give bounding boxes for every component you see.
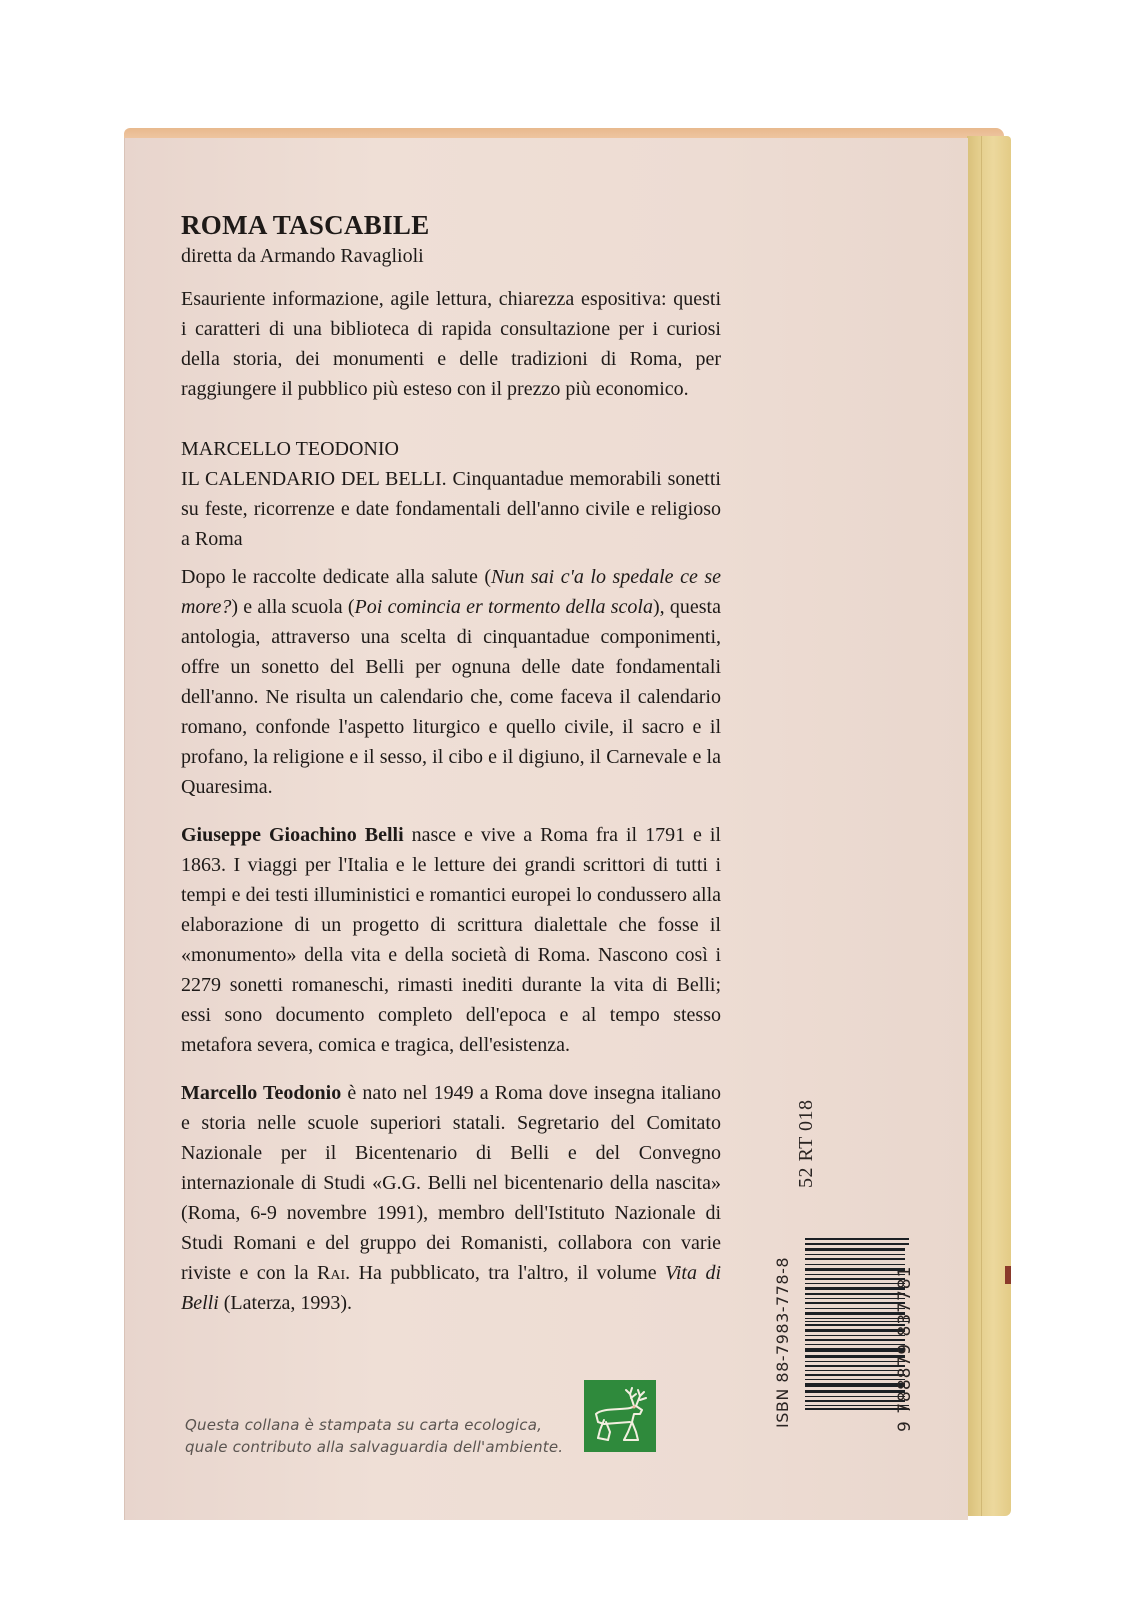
book-author: MARCELLO TEODONIO [181,438,399,460]
series-editor: diretta da Armando Ravaglioli [181,245,424,267]
eco-paper-note [185,1414,563,1458]
spine-fold-line [981,136,982,1516]
book-back-cover [124,128,1012,1520]
rai-smallcaps: Rai [317,1262,346,1284]
author-biography [181,1078,721,1318]
eco-note-line: Questa collana è stampata su carta ecologica, [185,1416,543,1434]
author-book-italic: Vita di Belli [181,1262,722,1314]
blurb-text: ), questa antologia, attraverso una scelta di cinquantadue componimenti, offre un sonetto del Belli per ognuna delle date fondamentali dell'anno. Ne risulta un calendario che, come faceva il calendario romano, confonde l'aspetto liturgico e quello civile, il sacro e il profano, la religione e il sesso, il cibo e il digiuno, il Carnevale e la Quaresima. [181,596,721,798]
series-description: Esauriente informazione, agile lettura, chiarezza espositiva: questi i caratteri di una biblioteca di rapida consultazione per i curiosi della storia, dei monumenti e delle tradizioni di Roma, per raggiungere il pubblico più esteso con il prezzo più economico. [181,288,721,400]
book-blurb [181,562,721,802]
series-code: 52 RT 018 [795,1099,817,1188]
blurb-title-italic: Poi comincia er tormento della scola [354,596,653,618]
barcode-digits: 9 788879 837781 [895,1265,915,1432]
cover-text [181,208,721,1318]
belli-bio-text: nasce e vive a Roma fra il 1791 e il 1863. I viaggi per l'Italia e le letture dei grandi scrittori di tutti i tempi e dei testi illuministici e romantici europei lo condussero alla elaborazione di un progetto di scrittura dialettale che fosse il «monumento» della vita e della società di Roma. Nascono così i 2279 sonetti romaneschi, rimasti inediti durante la vita di Belli; essi sono documento completo dell'epoca e al tempo stesso metafora severa, comica e tragica, dell'esistenza. [181,824,721,1056]
author-bio-text: (Laterza, 1993). [218,1292,353,1314]
spine-print-mark [1005,1266,1011,1284]
cover-panel [124,138,968,1520]
blurb-title-italic: Nun sai c'a lo spedale ce se more? [181,566,721,618]
belli-name: Giuseppe Gioachino Belli [181,824,404,846]
book-spine [967,136,1011,1516]
author-bio-text: è nato nel 1949 a Roma dove insegna italiano e storia nelle scuole superiori statali. Segretario del Comitato Nazionale per il Bicentenario di Belli e del Convegno internazionale di Studi «G.G. Belli nel bicentenario della nascita» (Roma, 6-9 novembre 1991), membro dell'Istituto Nazionale di Studi Romani e del gruppo dei Romanisti, collabora con varie riviste e con la [181,1082,721,1284]
book-title-block [181,464,721,554]
belli-biography [181,820,721,1060]
eco-note-line: quale contributo alla salvaguardia dell'ambiente. [185,1438,564,1456]
series-title: ROMA TASCABILE [181,210,430,240]
author-bio-text: . Ha pubblicato, tra l'altro, il volume [345,1262,666,1284]
author-name: Marcello Teodonio [181,1082,342,1104]
eco-logo [584,1380,656,1452]
blurb-text: Dopo le raccolte dedicate alla salute ( [181,566,492,588]
isbn-label: ISBN 88-7983-778-8 [773,1256,792,1428]
reindeer-icon [584,1380,656,1452]
book-subtitle: Cinquantadue memorabili sonetti su feste, ricorrenze e date fondamentali dell'anno civile e religioso a Roma [181,468,721,550]
blurb-text: ) e alla scuola ( [231,596,355,618]
book-title: IL CALENDARIO DEL BELLI. [181,468,447,490]
